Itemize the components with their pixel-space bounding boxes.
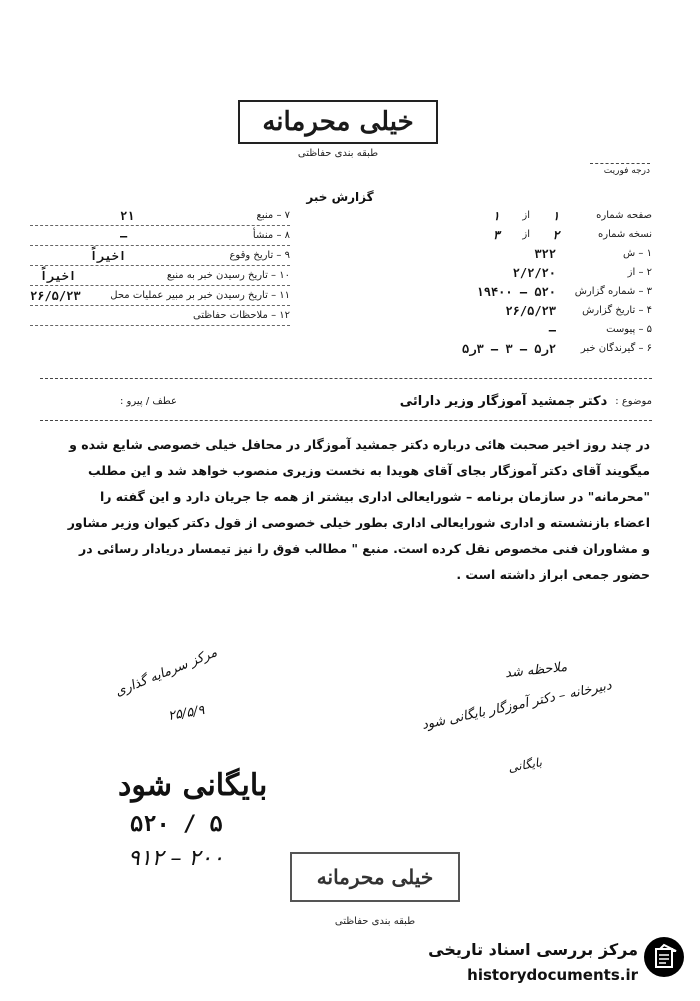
field-label: ۳ – شماره گزارش (574, 286, 652, 297)
right-field-row (400, 244, 652, 263)
right-annotation-seen: ملاحظه شد (504, 659, 568, 682)
right-field-row (400, 320, 652, 339)
field-value-2: ۱ (493, 208, 500, 223)
field-value: ۲۶/۵/۲۳ (505, 303, 556, 318)
archive-logo-icon (644, 937, 684, 977)
archive-number-1: ۵ / ۵۲۰ (130, 812, 223, 837)
field-label: ۵ – پیوست (606, 324, 652, 335)
field-label: ۱۰ – تاریخ رسیدن خبر به منبع (166, 270, 290, 281)
bottom-classification-caption: طبقه بندی حفاظتی (334, 916, 416, 927)
field-label: نسخه شماره (598, 229, 652, 240)
body-line: میگویند آقای دکتر آموزگار بجای آقای هویدا به نخست وزیری منصوب خواهد شد و این مطلب (88, 463, 650, 478)
body-line: حضور جمعی ابراز داشته است . (456, 567, 650, 582)
left-field-row (30, 286, 290, 306)
report-title: گزارش خبر (306, 190, 374, 204)
field-value: – (548, 322, 556, 337)
field-label: ۲ – از (627, 267, 652, 278)
reference-label: عطف / پیرو : (120, 396, 177, 407)
field-label: ۷ – منبع (256, 210, 290, 221)
field-value: ۲۱ (120, 208, 135, 223)
right-field-row (400, 339, 652, 358)
left-field-row (30, 226, 290, 246)
bottom-classification-block (290, 852, 460, 927)
right-field-row (400, 301, 652, 320)
left-field-row (30, 266, 290, 286)
right-field-row (400, 263, 652, 282)
left-field-row (30, 246, 290, 266)
body-line: اعضاء بازنشسته و اداری شورایعالی اداری بطور خیلی خصوصی از قول دکتر کیوان وزیر مشاور (67, 515, 650, 530)
archive-number-2: ۲۰۰ – ۹۱۲ (128, 846, 224, 871)
bottom-classification-stamp: خیلی محرمانه (290, 852, 460, 902)
subject-label: موضوع : (615, 396, 652, 407)
left-fields (30, 206, 290, 326)
left-field-row (30, 306, 290, 326)
right-field-row (400, 282, 652, 301)
footer-org-name: مرکز بررسی اسناد تاریخی (428, 940, 638, 959)
right-field-row (400, 206, 652, 225)
right-fields (400, 206, 652, 358)
right-field-row (400, 225, 652, 244)
top-classification-caption: طبقه بندی حفاظتی (297, 148, 379, 159)
field-mid: از (522, 210, 530, 221)
right-annotation-archive: بایگانی (507, 755, 543, 775)
field-value: ۳۲۲ (534, 246, 556, 261)
top-classification-block (238, 100, 438, 159)
field-label: ۴ – تاریخ گزارش (582, 305, 652, 316)
footer-url: historydocuments.ir (467, 966, 638, 984)
field-label: ۶ – گیرندگان خبر (580, 343, 652, 354)
field-label: صفحه شماره (596, 210, 652, 221)
field-value: اخیراً (40, 268, 77, 283)
field-value: ۱ (552, 208, 560, 223)
field-label: ۸ – منشأ (252, 230, 290, 241)
field-value: ۲ (552, 227, 560, 242)
body-line: "محرمانه" در سازمان برنامه – شورایعالی اداری بیشتر از همه جا جریان دارد و این گفته را (99, 489, 650, 504)
field-value: اخیراً (90, 248, 127, 263)
body-line: در چند روز اخیر صحبت هائی درباره دکتر جمشید آموزگار در محافل خیلی خصوصی شایع شده و (69, 437, 650, 452)
right-annotation-archive-note: دبیرخانه – دکتر آموزگار بایگانی شود (420, 678, 613, 733)
subject-row (40, 394, 652, 409)
field-mid: از (522, 229, 530, 240)
report-body (64, 432, 650, 588)
urgency-label: درجه فوریت (590, 163, 650, 176)
field-value: ۲ر۵ – ۳ – ۳ر۵ (461, 341, 556, 356)
field-value: – (120, 228, 128, 243)
field-value: ۲۶/۵/۲۳ (30, 288, 81, 303)
field-value-2: ۳ (493, 227, 500, 242)
left-field-row (30, 206, 290, 226)
header-divider (40, 378, 652, 379)
body-line: و مشاوران فنی مخصوص نقل کرده است. منبع " مطالب فوق را نیز تیمسار دریادار رسائی در (79, 541, 650, 556)
field-value: ۵۲۰ – ۱۹۴۰۰ (476, 284, 556, 299)
field-label: ۱۲ – ملاحظات حفاظتی (192, 310, 290, 321)
field-label: ۹ – تاریخ وقوع (229, 250, 290, 261)
left-annotation-center: مرکز سرمایه گذاری (113, 645, 220, 700)
subject-text: دکتر جمشید آموزگار وزیر دارائی (399, 394, 608, 409)
subject-divider (40, 420, 652, 421)
left-annotation-date: ۲۵/۵/۹ (166, 702, 206, 725)
top-classification-stamp: خیلی محرمانه (238, 100, 438, 144)
field-value: ۲/۲/۲۰ (512, 265, 556, 280)
field-label: ۱۱ – تاریخ رسیدن خبر بر مبیر عملیات محل (110, 290, 290, 301)
archive-stamp: بایگانی شود (118, 768, 268, 803)
field-label: ۱ – ش (623, 248, 652, 259)
